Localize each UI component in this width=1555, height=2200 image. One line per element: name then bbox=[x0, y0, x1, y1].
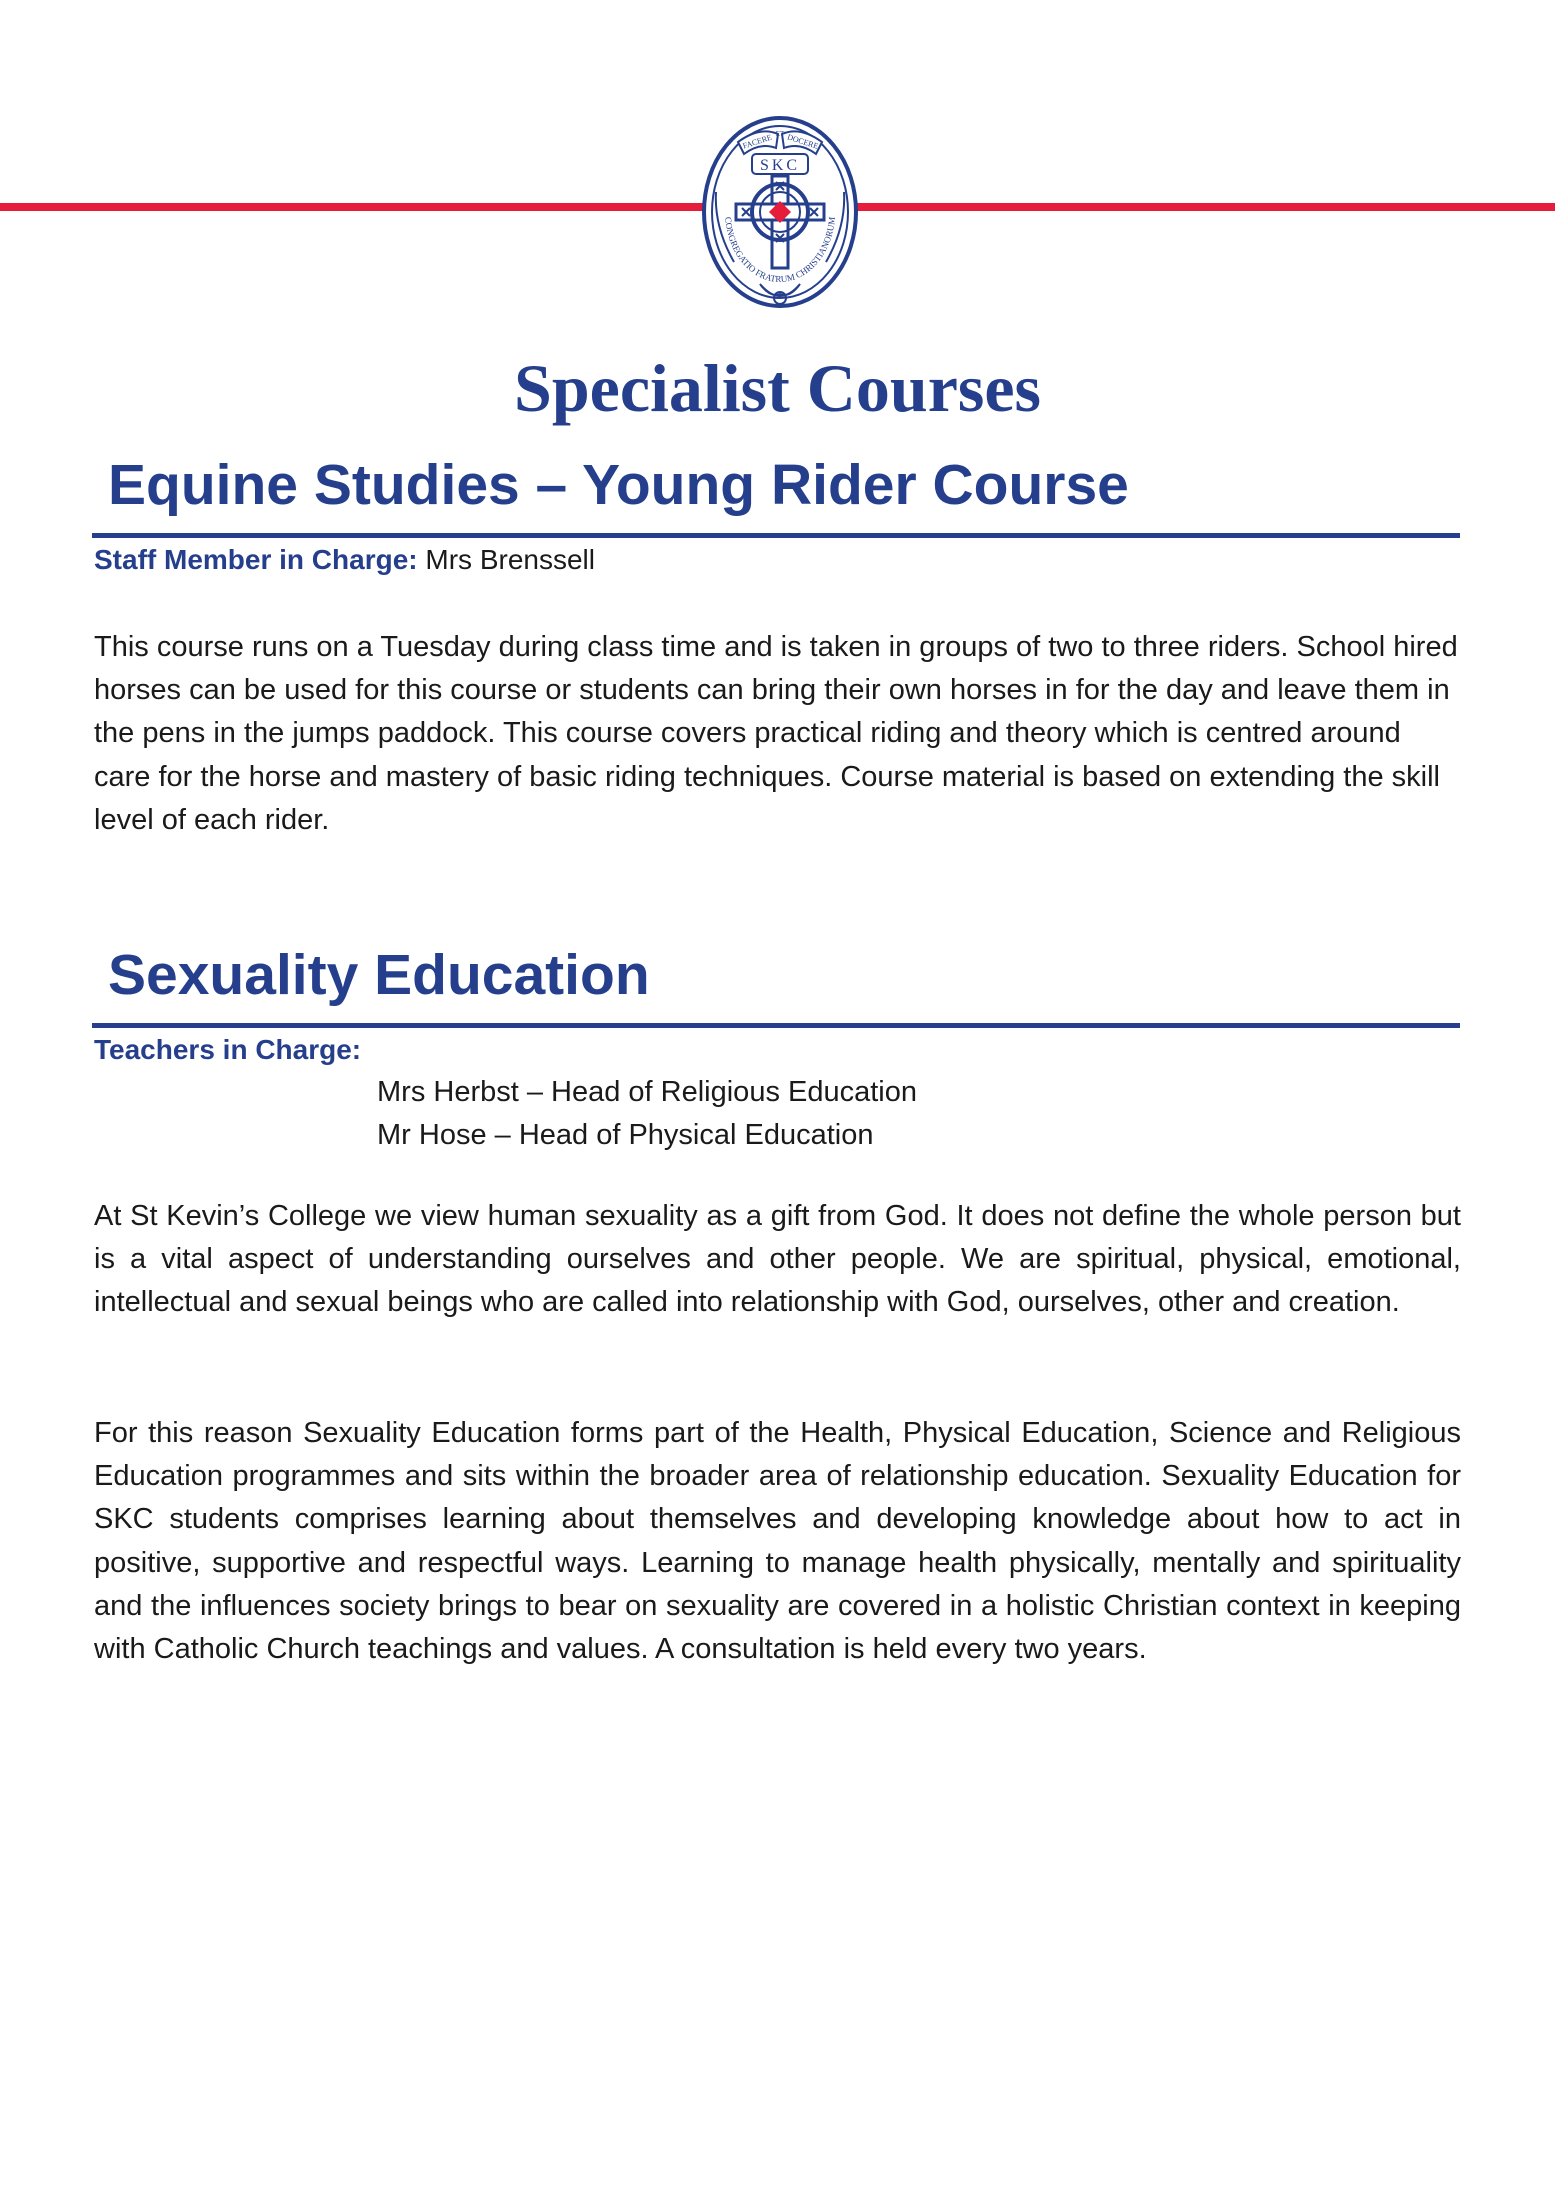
equine-staff-line bbox=[94, 540, 595, 580]
header-red-line-left bbox=[0, 203, 705, 211]
header-red-line-right bbox=[855, 203, 1555, 211]
equine-section-divider bbox=[92, 533, 1460, 538]
sexuality-section-heading: Sexuality Education bbox=[108, 943, 650, 1007]
teachers-in-charge-label: Teachers in Charge: bbox=[94, 1034, 362, 1065]
teacher-item: Mrs Herbst – Head of Religious Education bbox=[377, 1076, 917, 1108]
crest-motto-middle: ET bbox=[775, 130, 785, 138]
crest-ring-text: CONGREGATIO FRATRUM CHRISTIANORUM bbox=[723, 216, 837, 285]
page-title: Specialist Courses bbox=[514, 350, 1041, 426]
staff-in-charge-value: Mrs Brenssell bbox=[417, 544, 595, 575]
equine-description: This course runs on a Tuesday during class time and is taken in groups of two to three riders. School hired horses can be used for this course or students can bring their own horses in for the day and leave them in the pens in the jumps paddock. This course covers practical riding and theory which is centred around care for the horse and mastery of basic riding techniques. Course material is based on extending the skill level of each rider. bbox=[94, 631, 1458, 836]
crest-initials: SKC bbox=[759, 157, 801, 174]
sexuality-paragraph-1: At St Kevin’s College we view human sexuality as a gift from God. It does not define the whole person but is a vital aspect of understanding ourselves and other people. We are spiritual, physical, emotional, intellectual and sexual beings who are called into relationship with God, ourselves, other and creation. bbox=[94, 1200, 1461, 1319]
crest-motto-right: DOCERE bbox=[786, 132, 820, 151]
sexuality-section-divider bbox=[92, 1023, 1460, 1028]
college-crest-logo bbox=[700, 112, 860, 312]
teachers-in-charge-line bbox=[94, 1030, 361, 1070]
teacher-item: Mr Hose – Head of Physical Education bbox=[377, 1119, 874, 1151]
sexuality-paragraph-2: For this reason Sexuality Education forms part of the Health, Physical Education, Science and Religious Education programmes and sits within the broader area of relationship education. Sexuality Education for SKC students comprises learning about themselves and developing knowledge about how to act in positive, supportive and respectful ways. Learning to manage health physically, mentally and spirituality and the influences society brings to bear on sexuality are covered in a holistic Christian context in keeping with Catholic Church teachings and values. A consultation is held every two years. bbox=[94, 1417, 1461, 1666]
staff-in-charge-label: Staff Member in Charge: bbox=[94, 544, 418, 575]
teachers-list bbox=[377, 1071, 917, 1157]
crest-motto-left: FACERE bbox=[741, 132, 773, 151]
equine-section-heading: Equine Studies – Young Rider Course bbox=[108, 453, 1129, 517]
